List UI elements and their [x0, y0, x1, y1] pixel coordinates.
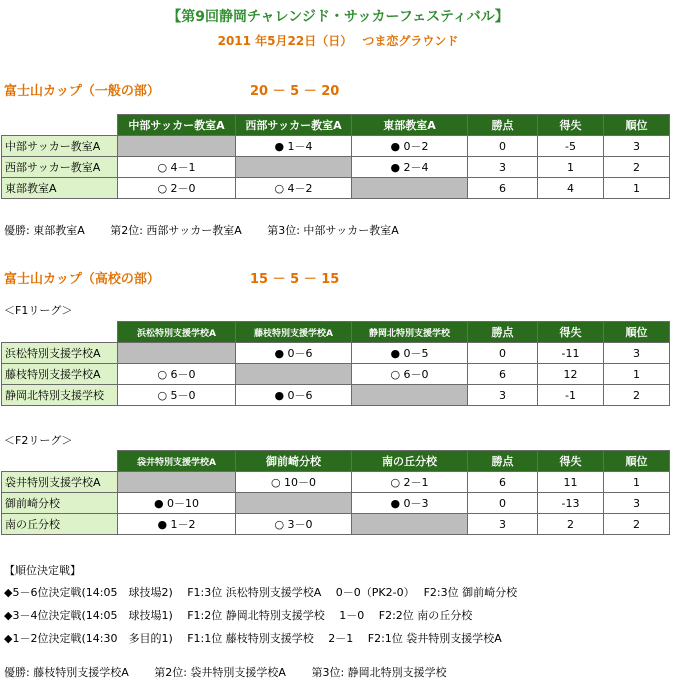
match-result: ○ 2－1	[352, 472, 468, 493]
general-final-standings: 優勝: 東部教室A 第2位: 西部サッカー教室A 第3位: 中部サッカー教室A	[4, 224, 399, 237]
f2-results-table	[1, 450, 670, 535]
table-row	[2, 493, 670, 514]
points: 6	[468, 364, 538, 385]
goal-difference: -5	[538, 136, 604, 157]
school-heading: 富士山カップ（高校の部）	[4, 272, 160, 287]
match-result: ● 0－2	[352, 136, 468, 157]
rank: 1	[604, 178, 670, 199]
table-row	[2, 157, 670, 178]
match-result: ○ 4－2	[236, 178, 352, 199]
team-name: 東部教室A	[2, 178, 118, 199]
column-header: 袋井特別支援学校A	[118, 451, 236, 472]
rank: 1	[604, 364, 670, 385]
table-corner	[2, 322, 118, 343]
column-header: 得失	[538, 115, 604, 136]
f2-league-label: ＜F2リーグ＞	[4, 434, 73, 447]
general-heading: 富士山カップ（一般の部）	[4, 84, 160, 99]
team-name: 藤枝特別支援学校A	[2, 364, 118, 385]
column-header: 南の丘分校	[352, 451, 468, 472]
column-header: 静岡北特別支援学校	[352, 322, 468, 343]
rank: 3	[604, 136, 670, 157]
match-result: ○ 3－0	[236, 514, 352, 535]
table-row	[2, 385, 670, 406]
match-result: ● 0－6	[236, 343, 352, 364]
team-name: 御前崎分校	[2, 493, 118, 514]
column-header: 得失	[538, 451, 604, 472]
f1-results-table	[1, 321, 670, 406]
self-match-cell	[236, 157, 352, 178]
points: 6	[468, 472, 538, 493]
rank: 2	[604, 157, 670, 178]
column-header: 勝点	[468, 322, 538, 343]
f1-league-label: ＜F1リーグ＞	[4, 304, 73, 317]
points: 3	[468, 157, 538, 178]
column-header: 順位	[604, 451, 670, 472]
playoff-line: ◆3－4位決定戦(14:05 球技場1) F1:2位 静岡北特別支援学校 1－0 F2:2位 南の丘分校	[4, 609, 473, 622]
page-title: 【第9回静岡チャレンジド・サッカーフェスティバル】	[167, 9, 509, 25]
goal-difference: 1	[538, 157, 604, 178]
match-result: ● 2－4	[352, 157, 468, 178]
table-corner	[2, 115, 118, 136]
column-header: 御前崎分校	[236, 451, 352, 472]
points: 3	[468, 514, 538, 535]
goal-difference: 4	[538, 178, 604, 199]
match-result: ● 1－4	[236, 136, 352, 157]
table-header-row	[2, 115, 670, 136]
event-date-venue: 2011 年5月22日（日） つま恋グラウンド	[217, 34, 459, 48]
table-row	[2, 178, 670, 199]
column-header: 浜松特別支援学校A	[118, 322, 236, 343]
table-row	[2, 364, 670, 385]
table-header-row	[2, 322, 670, 343]
match-result: ● 0－3	[352, 493, 468, 514]
goal-difference: 11	[538, 472, 604, 493]
rank: 1	[604, 472, 670, 493]
rank: 2	[604, 385, 670, 406]
points: 0	[468, 493, 538, 514]
goal-difference: -13	[538, 493, 604, 514]
self-match-cell	[352, 178, 468, 199]
table-row	[2, 472, 670, 493]
column-header: 順位	[604, 115, 670, 136]
points: 6	[468, 178, 538, 199]
column-header: 中部サッカー教室A	[118, 115, 236, 136]
match-result: ○ 10－0	[236, 472, 352, 493]
table-row	[2, 514, 670, 535]
match-result: ● 0－6	[236, 385, 352, 406]
playoff-heading: 【順位決定戦】	[4, 564, 81, 577]
self-match-cell	[118, 343, 236, 364]
self-match-cell	[118, 472, 236, 493]
match-result: ○ 2－0	[118, 178, 236, 199]
rank: 3	[604, 493, 670, 514]
table-corner	[2, 451, 118, 472]
self-match-cell	[352, 514, 468, 535]
rank: 3	[604, 343, 670, 364]
goal-difference: 2	[538, 514, 604, 535]
match-result: ○ 6－0	[118, 364, 236, 385]
general-results-table	[1, 114, 670, 199]
team-name: 袋井特別支援学校A	[2, 472, 118, 493]
team-name: 中部サッカー教室A	[2, 136, 118, 157]
self-match-cell	[236, 364, 352, 385]
column-header: 順位	[604, 322, 670, 343]
table-row	[2, 343, 670, 364]
goal-difference: -11	[538, 343, 604, 364]
match-result: ● 0－5	[352, 343, 468, 364]
school-score-summary: 15 － 5 － 15	[250, 272, 340, 287]
team-name: 静岡北特別支援学校	[2, 385, 118, 406]
goal-difference: 12	[538, 364, 604, 385]
rank: 2	[604, 514, 670, 535]
column-header: 西部サッカー教室A	[236, 115, 352, 136]
points: 0	[468, 343, 538, 364]
team-name: 南の丘分校	[2, 514, 118, 535]
column-header: 得失	[538, 322, 604, 343]
match-result: ○ 5－0	[118, 385, 236, 406]
self-match-cell	[236, 493, 352, 514]
goal-difference: -1	[538, 385, 604, 406]
table-row	[2, 136, 670, 157]
team-name: 西部サッカー教室A	[2, 157, 118, 178]
match-result: ● 0－10	[118, 493, 236, 514]
self-match-cell	[118, 136, 236, 157]
playoff-line: ◆1－2位決定戦(14:30 多目的1) F1:1位 藤枝特別支援学校 2－1 F2:1位 袋井特別支援学校A	[4, 632, 502, 645]
playoff-line: ◆5－6位決定戦(14:05 球技場2) F1:3位 浜松特別支援学校A 0－0（PK2-0） F2:3位 御前崎分校	[4, 586, 518, 599]
points: 0	[468, 136, 538, 157]
self-match-cell	[352, 385, 468, 406]
match-result: ● 1－2	[118, 514, 236, 535]
match-result: ○ 4－1	[118, 157, 236, 178]
column-header: 勝点	[468, 451, 538, 472]
column-header: 藤枝特別支援学校A	[236, 322, 352, 343]
match-result: ○ 6－0	[352, 364, 468, 385]
table-header-row	[2, 451, 670, 472]
points: 3	[468, 385, 538, 406]
column-header: 東部教室A	[352, 115, 468, 136]
team-name: 浜松特別支援学校A	[2, 343, 118, 364]
general-score-summary: 20 － 5 － 20	[250, 84, 340, 99]
school-final-standings: 優勝: 藤枝特別支援学校A 第2位: 袋井特別支援学校A 第3位: 静岡北特別支援学校	[4, 666, 447, 679]
column-header: 勝点	[468, 115, 538, 136]
